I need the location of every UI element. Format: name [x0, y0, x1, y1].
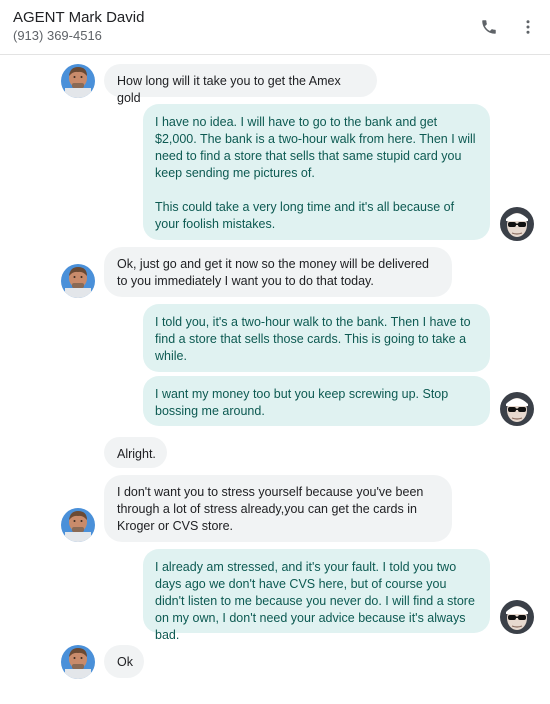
- contact-phone: (913) 369-4516: [13, 28, 102, 43]
- user-avatar[interactable]: [500, 207, 534, 241]
- avatar-user-icon: [500, 207, 534, 241]
- message-bubble-incoming[interactable]: How long will it take you to get the Amex gold: [104, 64, 377, 97]
- contact-avatar[interactable]: [61, 264, 95, 298]
- avatar-agent-icon: [61, 264, 95, 298]
- phone-icon: [480, 18, 498, 36]
- more-vert-icon: [519, 18, 537, 36]
- user-avatar[interactable]: [500, 392, 534, 426]
- more-options-button[interactable]: [515, 14, 541, 40]
- message-bubble-incoming[interactable]: Ok, just go and get it now so the money will be delivered to you immediately I want you to do that today.: [104, 247, 452, 297]
- message-bubble-outgoing[interactable]: I already am stressed, and it's your fault. I told you two days ago we don't have CVS here, but of course you didn't listen to me because you never do. I will find a store on my own, I don't need your advice because it's always bad.: [143, 549, 490, 633]
- avatar-user-icon: [500, 392, 534, 426]
- message-bubble-incoming[interactable]: I don't want you to stress yourself because you've been through a lot of stress already,you can get the cards in Kroger or CVS store.: [104, 475, 452, 542]
- contact-avatar[interactable]: [61, 64, 95, 98]
- avatar-agent-icon: [61, 508, 95, 542]
- message-bubble-outgoing[interactable]: I told you, it's a two-hour walk to the bank. Then I have to find a store that sells those cards. This is going to take a while.: [143, 304, 490, 372]
- message-bubble-outgoing[interactable]: I want my money too but you keep screwing up. Stop bossing me around.: [143, 376, 490, 426]
- conversation-header: [0, 0, 550, 55]
- contact-avatar[interactable]: [61, 645, 95, 679]
- message-bubble-outgoing[interactable]: I have no idea. I will have to go to the bank and get $2,000. The bank is a two-hour walk from here. Then I will need to find a store that sells that same stupid card you keep sending me pictures of. This could take a very long time and it's all because of your foolish mistakes.: [143, 104, 490, 240]
- contact-name[interactable]: AGENT Mark David: [13, 9, 145, 26]
- contact-avatar[interactable]: [61, 508, 95, 542]
- avatar-user-icon: [500, 600, 534, 634]
- user-avatar[interactable]: [500, 600, 534, 634]
- message-bubble-incoming[interactable]: Alright.: [104, 437, 167, 468]
- message-bubble-incoming[interactable]: Ok: [104, 645, 144, 678]
- avatar-agent-icon: [61, 645, 95, 679]
- avatar-agent-icon: [61, 64, 95, 98]
- call-button[interactable]: [476, 14, 502, 40]
